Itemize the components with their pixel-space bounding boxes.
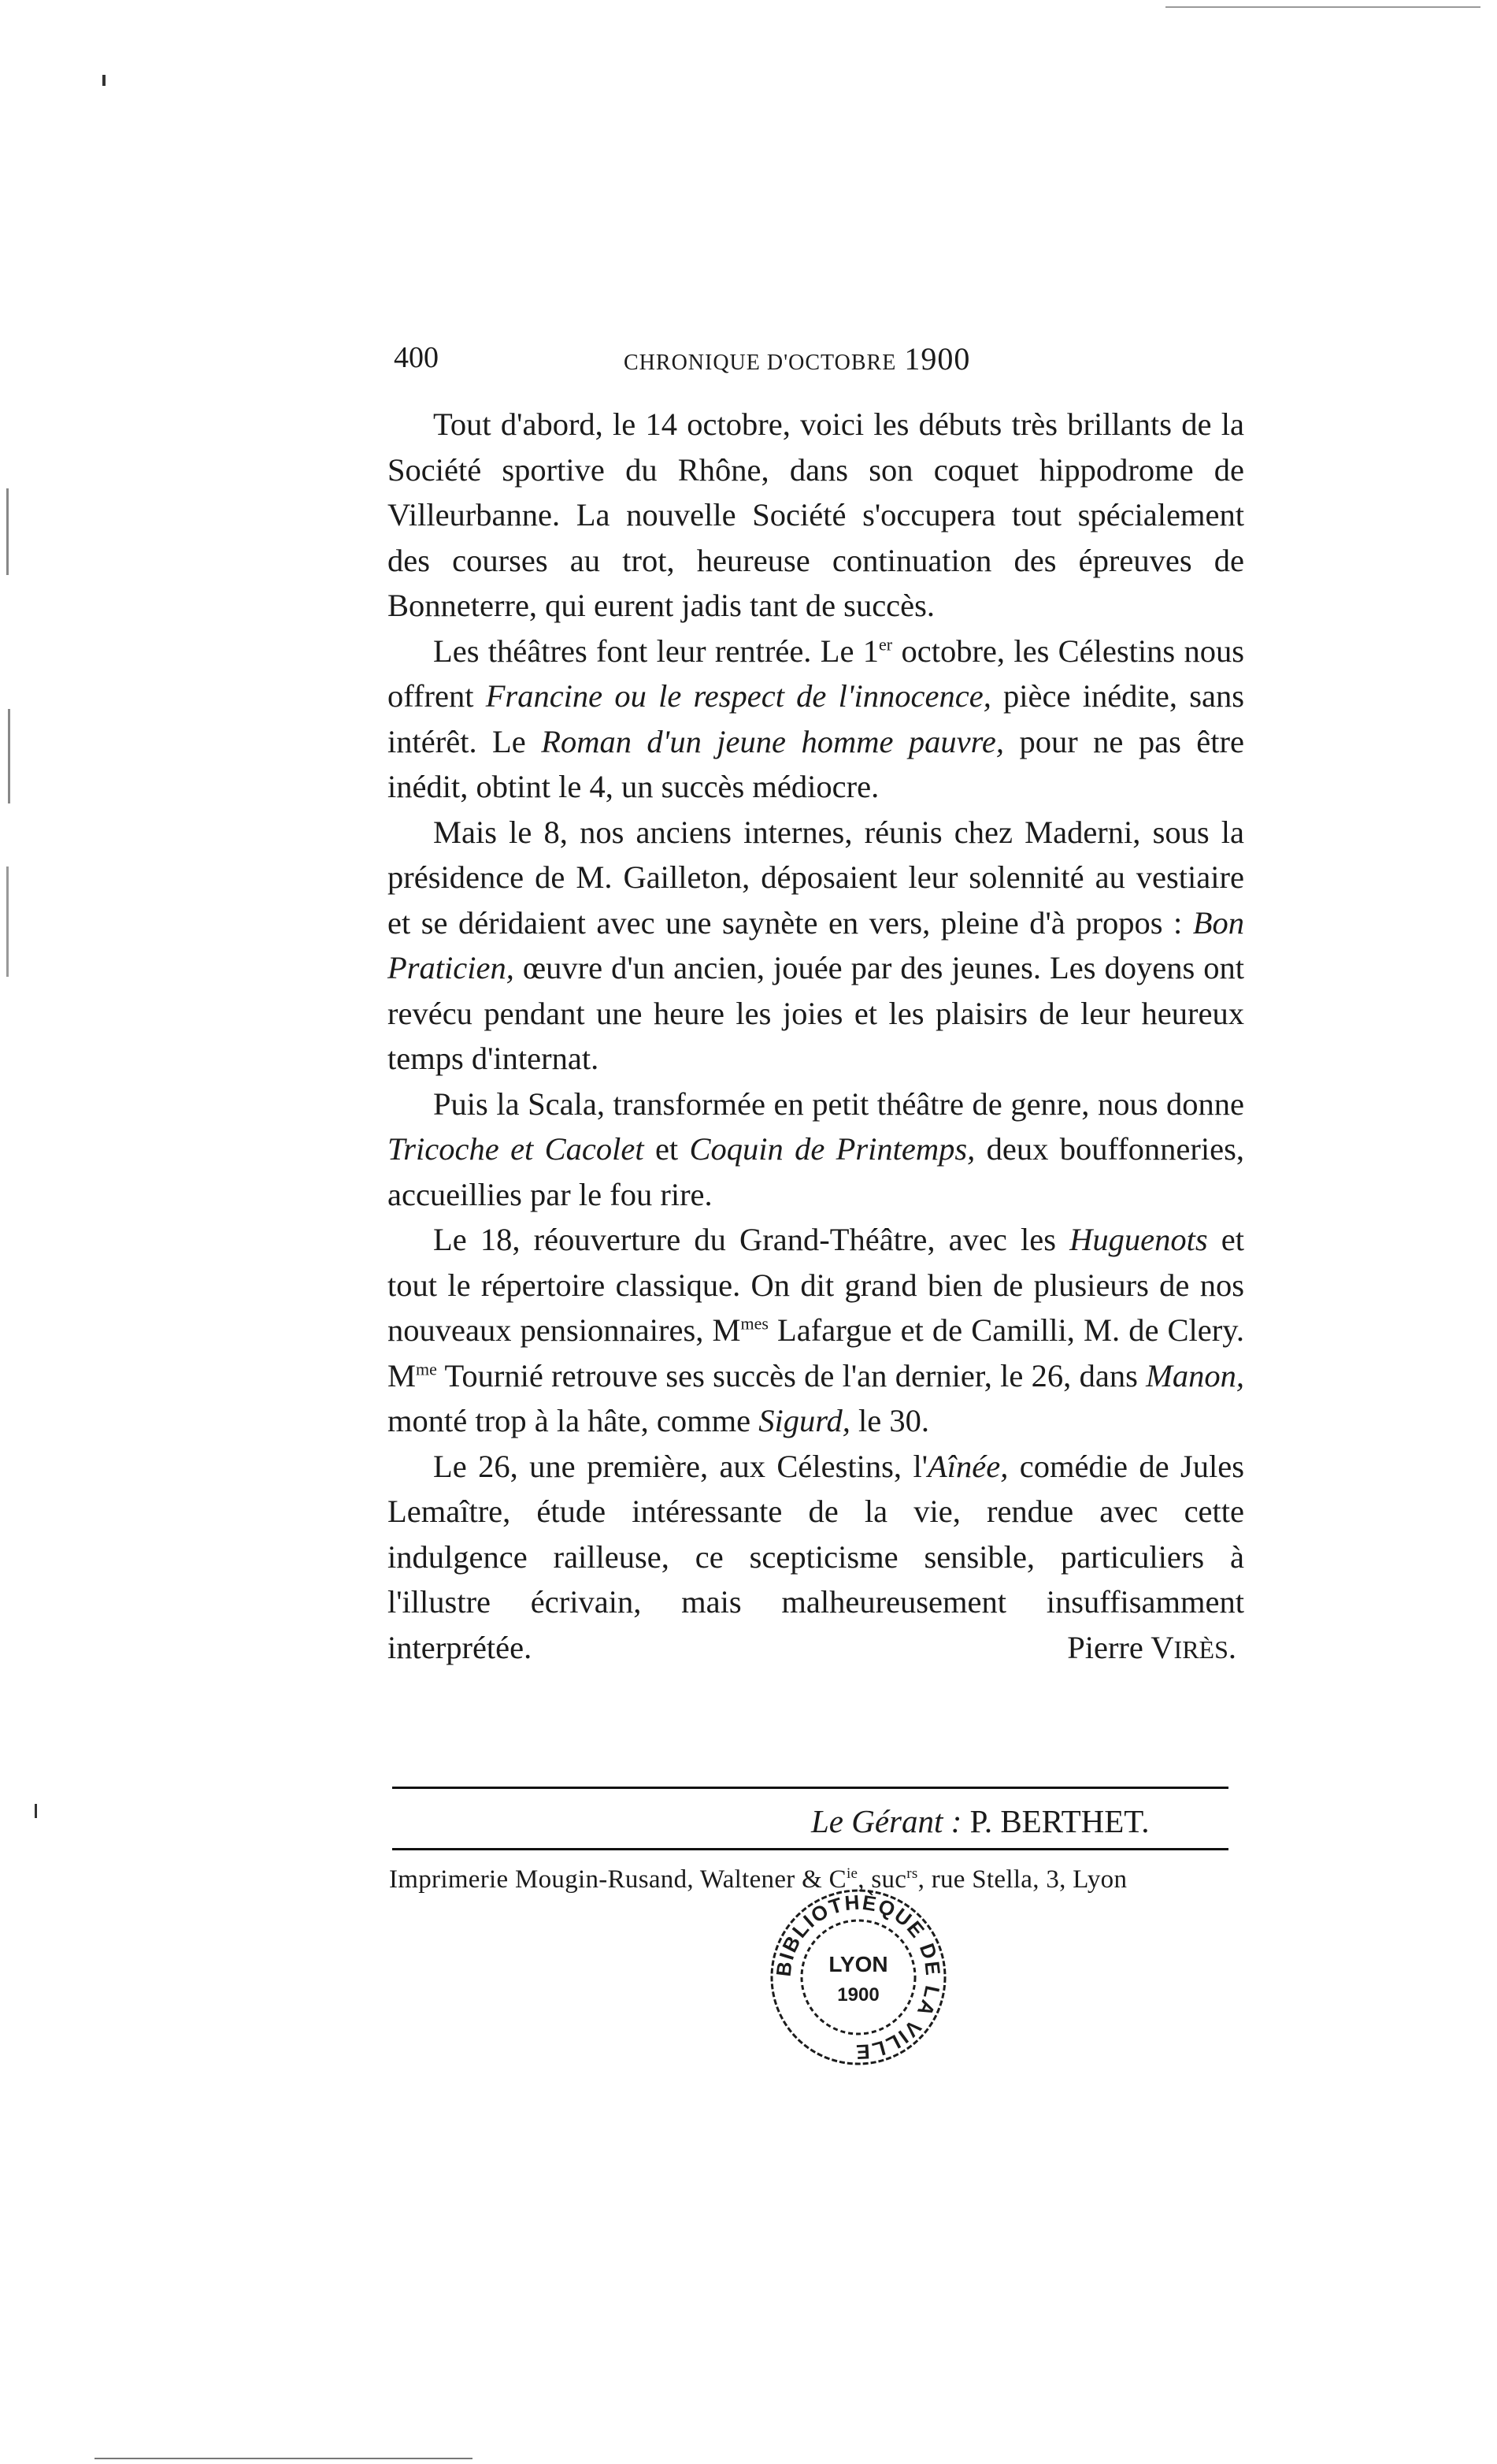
superscript: er [879, 634, 893, 654]
paragraph-internes [387, 810, 1244, 1082]
text-run: et tout le répertoire classique. On dit grand bien de plusieurs de nos nouveaux pensionnaires, M [387, 1222, 1244, 1348]
signature-first: Pierre V [1067, 1629, 1174, 1665]
scan-artifact-speck [35, 1804, 37, 1818]
scan-artifact-left-edge [6, 866, 9, 977]
paragraph-scala [387, 1082, 1244, 1218]
text-run: œuvre d'un ancien, jouée par des jeunes. Les doyens ont revécu pendant une heure les joies et les plaisirs de leur heureux temps d'internat. [387, 950, 1244, 1076]
text-run: octobre, les Célestins nous offrent [387, 633, 1244, 714]
running-title-text: CHRONIQUE D'OCTOBRE [624, 351, 897, 375]
paragraph-theatres [387, 629, 1244, 810]
text-run: comédie de Jules Lemaître, étude intéressante de la vie, rendue avec cette indulgence railleuse, ce scepticisme sensible, particuliers à l'illustre écrivain, mais malheureusement insuffisamment interprétée. [387, 1448, 1244, 1665]
scan-artifact-top-rule [1165, 6, 1480, 8]
text-run: pour ne pas être inédit, obtint le 4, un succès médiocre. [387, 723, 1244, 804]
text-run: et [643, 1131, 690, 1167]
text-run: deux bouffonneries, accueillies par le fou rire. [387, 1131, 1245, 1212]
superscript: mes [740, 1313, 769, 1334]
scan-artifact-left-edge [6, 488, 9, 575]
imprint-text: , rue Stella, 3, Lyon [917, 1865, 1128, 1894]
play-title: Tricoche et Cacolet [387, 1131, 644, 1167]
page-number: 400 [394, 341, 439, 374]
play-title: Roman d'un jeune homme pauvre, [541, 723, 1004, 759]
imprint-text: Imprimerie Mougin-Rusand, Waltener & C [389, 1865, 847, 1894]
gerant-name: P. BERTHET. [962, 1803, 1150, 1839]
superscript: ie [846, 1865, 858, 1882]
play-title: Francine ou le respect de l'innocence, [485, 678, 991, 714]
stamp-ring-text: BIBLIOTHÈQUE DE LA VILLE [771, 1890, 946, 2065]
text-run: Puis la Scala, transformée en petit théâtre de genre, nous donne [433, 1085, 1244, 1122]
text-run: Les théâtres font leur rentrée. Le 1 [433, 633, 880, 669]
play-title: Coquin de Printemps, [689, 1131, 976, 1167]
scan-artifact-left-edge [8, 709, 10, 803]
text-run: Le 26, une première, aux Célestins, l' [433, 1448, 928, 1484]
text-run: le 30. [850, 1403, 929, 1438]
scan-artifact-bottom-rule [94, 2458, 472, 2459]
section-rule-lower [392, 1848, 1228, 1850]
library-stamp [768, 1887, 949, 2068]
superscript: rs [906, 1865, 918, 1882]
superscript: me [416, 1359, 437, 1379]
play-title: Huguenots [1069, 1222, 1208, 1257]
chronicle-text [387, 402, 1244, 1672]
text-run: Tournié retrouve ses succès de l'an dernier, le 26, dans [436, 1357, 1147, 1393]
imprint-text: , suc [858, 1865, 907, 1894]
scan-artifact-speck [102, 75, 106, 86]
play-title: Manon, [1146, 1357, 1244, 1393]
play-title: Aînée, [928, 1448, 1009, 1484]
text-run: Mais le 8, nos anciens internes, réunis chez Maderni, sous la présidence de M. Gailleton, déposaient leur solennité au vestiaire et se déridaient avec une saynète en vers, pleine d'à propos : [387, 814, 1244, 941]
signature-end: . [1228, 1629, 1236, 1665]
running-title [624, 340, 970, 377]
paragraph-ainee [387, 1444, 1244, 1671]
running-head [394, 340, 1244, 388]
text-run: monté trop à la hâte, comme [387, 1403, 759, 1438]
text-run: pièce inédite, sans intérêt. Le [387, 678, 1244, 759]
gerant-line [811, 1802, 1150, 1840]
stamp-year: 1900 [837, 1984, 880, 2006]
section-rule-upper [392, 1787, 1228, 1789]
paragraph-grand-theatre [387, 1217, 1244, 1444]
stamp-inner-text: LYON [828, 1952, 888, 1976]
text-run: Le 18, réouverture du Grand-Théâtre, avec les [433, 1222, 1070, 1257]
running-title-year: 1900 [904, 341, 971, 377]
gerant-label: Le Gérant : [811, 1803, 962, 1839]
author-signature [1021, 1625, 1236, 1673]
play-title: Sigurd, [758, 1403, 850, 1438]
play-title: Bon Praticien, [387, 904, 1244, 985]
text-run: Lafargue et de Camilli, M. de Clery. M [387, 1312, 1245, 1393]
paragraph-hippodrome: Tout d'abord, le 14 octobre, voici les débuts très brillants de la Société sportive du Rhône, dans son coquet hippodrome de Villeurbanne. La nouvelle Société s'occupera tout spécialement des courses au trot, heureuse continuation des épreuves de Bonneterre, qui eurent jadis tant de succès. [387, 406, 1244, 623]
signature-last: IRÈS [1173, 1635, 1228, 1664]
